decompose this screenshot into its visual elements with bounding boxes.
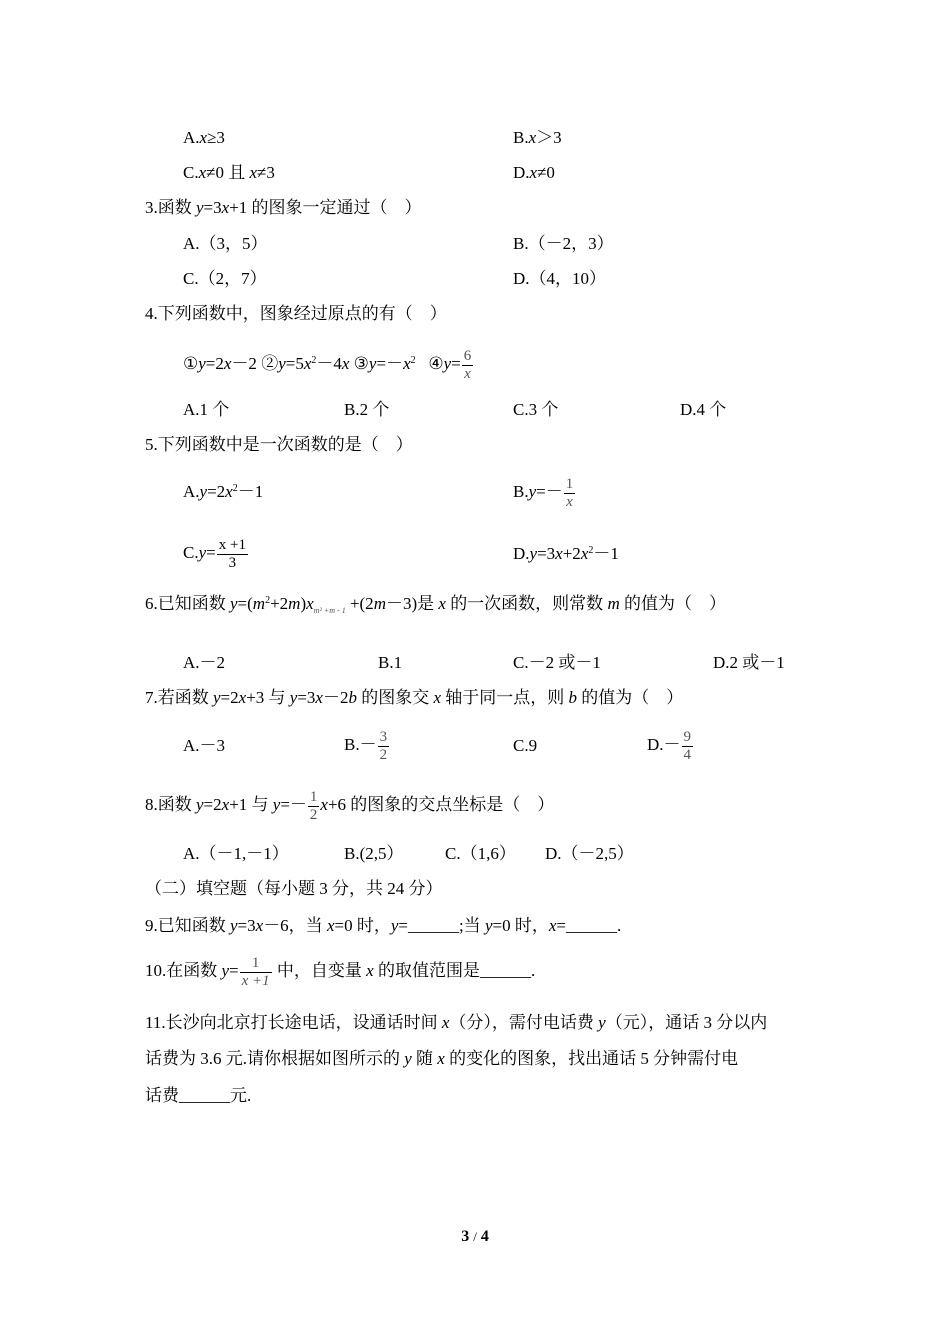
q5-stem: 5.下列函数中是一次函数的是（ ）	[145, 435, 413, 454]
q3-option-c: C.（2，7）	[183, 269, 267, 288]
q7-option-c: C.9	[513, 736, 538, 755]
q11-line-1: 11.长沙向北京打长途电话，设通话时间 x（分），需付电话费 y（元），通话 3 分以内	[145, 1013, 768, 1032]
q2-option-c: C.x≠0 且 x≠3	[183, 163, 275, 182]
q8-option-b: B.(2,5）	[344, 844, 404, 863]
q4-option-b: B.2 个	[344, 400, 390, 419]
q9-stem: 9.已知函数 y=3x－6，当 x=0 时，y=______;当 y=0 时，x=______.	[145, 916, 622, 935]
fraction: $\frac{1}{x +1}$	[241, 954, 270, 989]
q5-option-d: $D.y=3x+2x^2-1$	[513, 544, 619, 563]
q3-option-d: D.（4，10）	[513, 269, 607, 288]
q11-line-3: 话费______元.	[145, 1086, 252, 1105]
q7-stem: 7.若函数 y=2x+3 与 y=3x－2b 的图象交 x 轴于同一点，则 b 的值为（ ）	[145, 688, 684, 707]
q5-option-a: $A.y=2x^2-1$	[183, 482, 264, 501]
q5-option-c: C.y= $\frac{x +1}{3}$	[183, 536, 246, 571]
q2-option-a: A.x≥3	[183, 128, 225, 147]
fraction: $\frac{9}{4}$	[683, 728, 692, 763]
q6-option-b: B.1	[378, 653, 403, 672]
fraction: $\frac{3}{2}$	[379, 728, 388, 763]
q6-stem: 6.已知函数 $y=(m^2+2m)x_{m^2 +m - 1} +(2m-3)$是 x 的一次函数，则常数 m 的值为（ ）	[145, 594, 726, 615]
q8-option-a: A.（－1,－1）	[183, 844, 289, 863]
q4-item-4: ④y= $\frac{6}{x}$	[428, 347, 472, 382]
page-number: 3 / 4	[461, 1228, 489, 1245]
q4-option-d: D.4 个	[680, 400, 727, 419]
q5-option-b: B.y=－ $\frac{1}{x}$	[513, 475, 574, 510]
q6-option-c: C.－2 或－1	[513, 653, 601, 672]
q7-option-a: A.－3	[183, 736, 226, 755]
q4-option-c: C.3 个	[513, 400, 559, 419]
q8-stem: 8.函数 y=2x+1 与 y=－ $\frac{1}{2}$ x+6 的图象的交点坐标是（ ）	[145, 788, 555, 823]
q4-option-a: A.1 个	[183, 400, 230, 419]
q4-item-3: $③y=-x^2$	[353, 354, 416, 373]
q3-option-a: A.（3，5）	[183, 234, 268, 253]
q7-option-b: B.－ $\frac{3}{2}$	[344, 728, 388, 763]
q2-option-b: B.x＞3	[513, 128, 562, 147]
fraction: $\frac{x +1}{3}$	[218, 536, 246, 571]
q7-option-d: D.－ $\frac{9}{4}$	[647, 728, 692, 763]
q4-item-2: $②y=5x^2-4x$	[261, 354, 350, 373]
q4-stem: 4.下列函数中，图象经过原点的有（ ）	[145, 304, 447, 323]
q2-option-d: D.x≠0	[513, 163, 555, 182]
fraction: $\frac{1}{x}$	[565, 475, 574, 510]
section-heading: （二）填空题（每小题 3 分，共 24 分）	[145, 879, 443, 898]
q6-option-d: D.2 或－1	[713, 653, 785, 672]
q3-option-b: B.（－2，3）	[513, 234, 614, 253]
q3-stem: 3.函数 y=3x+1 的图象一定通过（ ）	[145, 198, 422, 217]
fraction: $\frac{6}{x}$	[463, 347, 472, 382]
q4-items	[183, 346, 474, 383]
q6-option-a: A.－2	[183, 653, 226, 672]
fraction: $\frac{1}{2}$	[309, 788, 318, 823]
q8-option-c: C.（1,6）	[445, 844, 516, 863]
q10-stem: 10.在函数 y= $\frac{1}{x +1}$ 中，自变量 x 的取值范围是______.	[145, 954, 536, 989]
q11-line-2: 话费为 3.6 元.请你根据如图所示的 y 随 x 的变化的图象，找出通话 5 分钟需付电	[145, 1049, 739, 1068]
q4-item-1: ①y=2x－2	[183, 354, 257, 373]
q8-option-d: D.（－2,5）	[545, 844, 634, 863]
